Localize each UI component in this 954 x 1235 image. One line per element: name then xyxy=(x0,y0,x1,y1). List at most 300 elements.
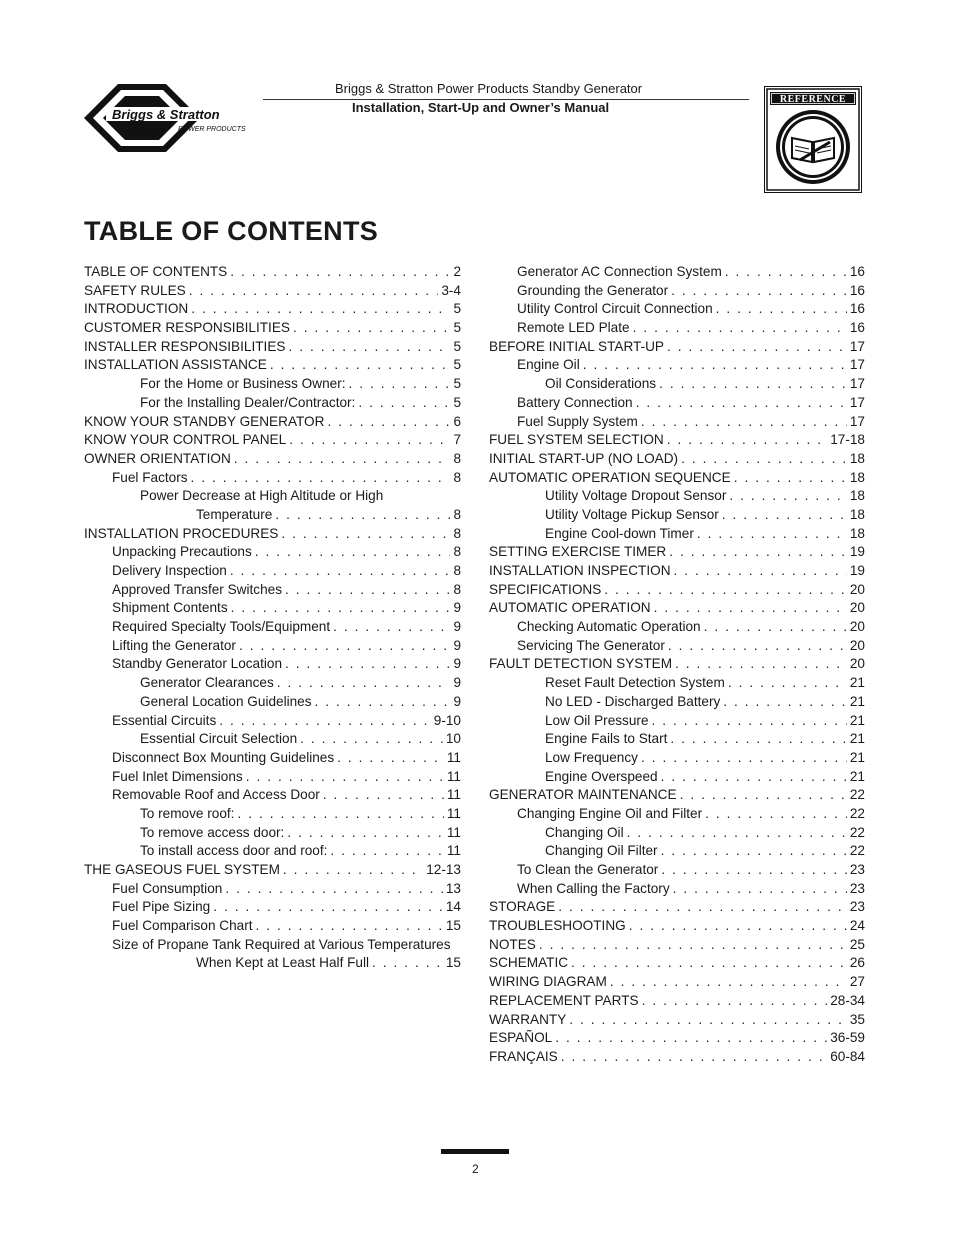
toc-entry-title: Delivery Inspection xyxy=(112,563,227,578)
toc-entry[interactable] xyxy=(84,769,461,788)
dot-leader xyxy=(189,283,439,298)
toc-entry-page: 20 xyxy=(849,581,865,597)
toc-entry[interactable] xyxy=(84,694,461,713)
dot-leader xyxy=(668,638,847,653)
toc-entry[interactable] xyxy=(489,283,865,302)
toc-entry[interactable] xyxy=(489,619,865,638)
toc-entry[interactable] xyxy=(489,1012,865,1031)
toc-entry-title: Utility Control Circuit Connection xyxy=(517,301,713,317)
toc-entry-page: 9 xyxy=(453,693,461,709)
toc-entry-title: Approved Transfer Switches xyxy=(112,581,283,597)
toc-entry-page: 21 xyxy=(849,731,865,747)
dot-leader xyxy=(680,787,847,802)
dot-leader xyxy=(219,713,431,728)
dot-leader xyxy=(728,675,847,690)
dot-leader xyxy=(561,1049,827,1064)
toc-entry[interactable] xyxy=(84,563,461,582)
toc-entry-title: SCHEMATIC xyxy=(489,955,569,971)
toc-entry-title: Battery Connection xyxy=(517,394,633,410)
dot-leader xyxy=(704,619,847,634)
toc-entry[interactable] xyxy=(84,806,461,825)
toc-entry-page: 36-59 xyxy=(830,1030,865,1046)
toc-entry-page: 8 xyxy=(453,563,461,578)
toc-entry-page: 26 xyxy=(849,955,865,971)
toc-entry-page: 21 xyxy=(849,675,865,691)
toc-entry-title: SETTING EXERCISE TIMER xyxy=(489,544,667,560)
dot-leader xyxy=(230,264,450,279)
dot-leader xyxy=(349,376,451,391)
toc-entry[interactable] xyxy=(489,806,865,825)
dot-leader xyxy=(669,544,847,559)
dot-leader xyxy=(358,395,450,410)
dot-leader xyxy=(652,713,847,728)
toc-entry[interactable] xyxy=(84,432,461,451)
toc-entry-title: Temperature xyxy=(196,506,273,522)
toc-entry[interactable] xyxy=(489,264,865,283)
toc-entry[interactable] xyxy=(489,974,865,993)
toc-entry-title: AUTOMATIC OPERATION SEQUENCE xyxy=(489,469,731,485)
toc-left-column xyxy=(84,264,461,974)
dot-leader xyxy=(225,881,443,896)
toc-entry[interactable] xyxy=(84,750,461,769)
dot-leader xyxy=(667,339,847,354)
toc-entry[interactable] xyxy=(84,638,461,657)
toc-entry-page: 17 xyxy=(849,338,865,354)
dot-leader xyxy=(287,825,444,840)
dot-leader xyxy=(674,563,847,578)
toc-entry[interactable] xyxy=(84,825,461,844)
toc-entry-page: 5 xyxy=(453,301,461,317)
dot-leader xyxy=(675,656,847,671)
toc-entry[interactable] xyxy=(489,656,865,675)
toc-entry[interactable] xyxy=(489,955,865,974)
toc-entry[interactable] xyxy=(489,918,865,937)
toc-entry-page: 12-13 xyxy=(426,862,461,877)
toc-entry-title: Engine Fails to Start xyxy=(545,731,668,747)
toc-entry[interactable] xyxy=(489,544,865,563)
toc-entry-title: Utility Voltage Dropout Sensor xyxy=(545,488,727,504)
toc-entry-title: When Calling the Factory xyxy=(517,880,670,896)
toc-entry-title: To remove access door: xyxy=(140,824,285,840)
toc-entry-page: 6 xyxy=(453,413,461,429)
toc-entry[interactable] xyxy=(84,731,461,750)
toc-entry-page: 17 xyxy=(849,394,865,410)
toc-entry[interactable] xyxy=(489,470,865,489)
toc-entry[interactable] xyxy=(84,339,461,358)
toc-entry-title: STORAGE xyxy=(489,899,556,915)
toc-entry-title: SPECIFICATIONS xyxy=(489,581,602,597)
dot-leader xyxy=(627,825,847,840)
toc-entry[interactable] xyxy=(489,713,865,732)
toc-entry-page: 11 xyxy=(446,749,461,765)
toc-entry[interactable] xyxy=(84,899,461,918)
dot-leader xyxy=(256,918,443,933)
toc-entry-page: 15 xyxy=(445,955,461,971)
toc-entry-title: Lifting the Generator xyxy=(112,637,236,653)
toc-entry[interactable] xyxy=(84,507,461,526)
toc-entry-page: 8 xyxy=(453,544,461,560)
dot-leader xyxy=(237,806,443,821)
toc-entry[interactable] xyxy=(489,339,865,358)
toc-entry-page: 17 xyxy=(849,357,865,373)
logo-brand-text: Briggs & Stratton xyxy=(112,107,220,122)
toc-entry[interactable] xyxy=(489,507,865,526)
toc-entry[interactable] xyxy=(84,937,461,956)
dot-leader xyxy=(725,264,847,279)
dot-leader xyxy=(285,656,450,671)
dot-leader xyxy=(641,414,847,429)
toc-entry[interactable] xyxy=(84,376,461,395)
reference-label: REFERENCE xyxy=(779,94,847,105)
toc-entry-page: 23 xyxy=(849,899,865,915)
toc-entry-title: FUEL SYSTEM SELECTION xyxy=(489,432,664,448)
toc-entry-page: 17 xyxy=(849,376,865,392)
toc-entry[interactable] xyxy=(489,750,865,769)
toc-entry-title: Remote LED Plate xyxy=(517,320,630,336)
dot-leader xyxy=(729,488,847,503)
dot-leader xyxy=(323,787,444,802)
toc-entry[interactable] xyxy=(489,731,865,750)
page-number: 2 xyxy=(472,1162,479,1176)
toc-entry-page: 11 xyxy=(446,843,461,859)
toc-entry[interactable] xyxy=(84,881,461,900)
toc-entry-title: General Location Guidelines xyxy=(140,693,312,709)
dot-leader xyxy=(539,937,847,952)
toc-entry[interactable] xyxy=(489,694,865,713)
toc-entry[interactable] xyxy=(84,544,461,563)
toc-entry[interactable] xyxy=(489,1030,865,1049)
toc-entry[interactable] xyxy=(489,563,865,582)
dot-leader xyxy=(293,320,450,335)
toc-entry-page: 7 xyxy=(453,432,461,448)
toc-entry[interactable] xyxy=(84,619,461,638)
toc-entry-title: BEFORE INITIAL START-UP xyxy=(489,338,664,354)
toc-entry-title: Utility Voltage Pickup Sensor xyxy=(545,506,719,522)
toc-entry[interactable] xyxy=(84,488,461,507)
toc-entry-page: 9 xyxy=(453,600,461,616)
dot-leader xyxy=(642,993,828,1008)
toc-entry-title: Required Specialty Tools/Equipment xyxy=(112,619,331,635)
toc-entry-page: 14 xyxy=(445,899,461,915)
toc-entry-title: Changing Oil xyxy=(545,824,624,840)
toc-entry[interactable] xyxy=(489,862,865,881)
toc-entry-page: 5 xyxy=(453,320,461,336)
toc-entry-page: 20 xyxy=(849,600,865,616)
dot-leader xyxy=(289,432,450,447)
dot-leader xyxy=(333,619,450,634)
dot-leader xyxy=(659,376,847,391)
toc-entry-title: CUSTOMER RESPONSIBILITIES xyxy=(84,320,290,336)
toc-entry-page: 5 xyxy=(453,394,461,410)
toc-entry-page: 8 xyxy=(453,469,461,485)
toc-entry-page: 8 xyxy=(453,506,461,522)
toc-entry-page: 25 xyxy=(849,936,865,952)
toc-entry-page: 21 xyxy=(849,768,865,784)
toc-entry-page: 22 xyxy=(849,824,865,840)
dot-leader xyxy=(555,1030,827,1045)
dot-leader xyxy=(330,843,443,858)
toc-entry-page: 10 xyxy=(445,731,461,747)
dot-leader xyxy=(300,731,443,746)
toc-entry[interactable] xyxy=(84,862,461,881)
toc-entry[interactable] xyxy=(84,787,461,806)
toc-entry[interactable] xyxy=(84,675,461,694)
dot-leader xyxy=(641,750,847,765)
toc-entry[interactable] xyxy=(489,357,865,376)
toc-entry-page: 28-34 xyxy=(830,992,865,1008)
toc-entry-title: For the Home or Business Owner: xyxy=(140,376,346,392)
dot-leader xyxy=(285,582,450,597)
toc-entry-page: 22 xyxy=(849,843,865,859)
toc-entry-page: 21 xyxy=(849,712,865,728)
dot-leader xyxy=(734,470,847,485)
dot-leader xyxy=(255,544,451,559)
toc-entry-title: Grounding the Generator xyxy=(517,282,669,298)
dot-leader xyxy=(654,600,847,615)
dot-leader xyxy=(230,563,451,578)
toc-entry[interactable] xyxy=(84,264,461,283)
toc-entry-title: No LED - Discharged Battery xyxy=(545,693,721,709)
toc-right-column xyxy=(489,264,865,1068)
toc-entry-title: WIRING DIAGRAM xyxy=(489,974,607,990)
toc-entry-title: For the Installing Dealer/Contractor: xyxy=(140,394,356,410)
toc-entry[interactable] xyxy=(84,283,461,302)
toc-entry[interactable] xyxy=(84,357,461,376)
toc-entry-page: 20 xyxy=(849,637,865,653)
toc-entry-page: 13 xyxy=(445,880,461,896)
toc-entry-title: TABLE OF CONTENTS xyxy=(84,264,228,279)
toc-entry-title: Engine Cool-down Timer xyxy=(545,525,694,541)
toc-entry-page: 9 xyxy=(453,637,461,653)
dot-leader xyxy=(629,918,847,933)
toc-entry[interactable] xyxy=(489,675,865,694)
dot-leader xyxy=(281,526,450,541)
manual-subtitle: Briggs & Stratton Power Products Standby Generator xyxy=(335,81,643,96)
toc-entry[interactable] xyxy=(84,414,461,433)
toc-entry[interactable] xyxy=(489,432,865,451)
toc-entry-page: 11 xyxy=(446,768,461,784)
toc-entry-page: 15 xyxy=(445,918,461,934)
toc-entry[interactable] xyxy=(84,451,461,470)
dot-leader xyxy=(239,638,451,653)
toc-entry-page: 16 xyxy=(849,264,865,279)
toc-entry[interactable] xyxy=(489,526,865,545)
dot-leader xyxy=(610,974,847,989)
toc-entry[interactable] xyxy=(84,582,461,601)
toc-entry-title: THE GASEOUS FUEL SYSTEM xyxy=(84,862,280,877)
toc-entry-title: Fuel Consumption xyxy=(112,880,223,896)
toc-entry-title: Unpacking Precautions xyxy=(112,544,252,560)
toc-entry-title: FRANÇAIS xyxy=(489,1048,558,1064)
toc-entry-title: AUTOMATIC OPERATION xyxy=(489,600,651,616)
reference-book-icon xyxy=(764,86,862,193)
dot-leader xyxy=(667,432,827,447)
toc-entry-title: Reset Fault Detection System xyxy=(545,675,725,691)
toc-entry-page: 18 xyxy=(849,450,865,466)
toc-entry[interactable] xyxy=(489,937,865,956)
toc-entry[interactable] xyxy=(489,376,865,395)
dot-leader xyxy=(283,862,423,877)
toc-entry-title: INITIAL START-UP (NO LOAD) xyxy=(489,450,679,466)
toc-entry-page: 2 xyxy=(453,264,461,279)
toc-entry-title: Fuel Supply System xyxy=(517,413,638,429)
toc-entry[interactable] xyxy=(84,656,461,675)
toc-entry[interactable] xyxy=(489,395,865,414)
toc-entry-title: Checking Automatic Operation xyxy=(517,619,701,635)
toc-entry-page: 11 xyxy=(446,787,461,803)
toc-entry-title: Engine Overspeed xyxy=(545,768,658,784)
toc-entry-title: When Kept at Least Half Full xyxy=(196,955,370,971)
dot-leader xyxy=(277,675,451,690)
toc-entry[interactable] xyxy=(489,993,865,1012)
dot-leader xyxy=(569,1012,847,1027)
toc-entry[interactable] xyxy=(84,470,461,489)
toc-entry[interactable] xyxy=(489,488,865,507)
toc-entry[interactable] xyxy=(489,1049,865,1068)
toc-entry[interactable] xyxy=(84,918,461,937)
toc-entry-page: 27 xyxy=(849,974,865,990)
toc-entry[interactable] xyxy=(84,526,461,545)
toc-entry[interactable] xyxy=(489,825,865,844)
dot-leader xyxy=(231,600,451,615)
toc-entry-title: INSTALLATION ASSISTANCE xyxy=(84,357,267,373)
dot-leader xyxy=(246,769,444,784)
toc-entry[interactable] xyxy=(489,301,865,320)
toc-entry-title: SAFETY RULES xyxy=(84,282,186,298)
toc-entry-title: Power Decrease at High Altitude or High xyxy=(140,488,384,504)
toc-entry-title: Essential Circuit Selection xyxy=(140,731,298,747)
toc-entry-page: 9-10 xyxy=(433,712,461,728)
dot-leader xyxy=(661,769,847,784)
toc-entry-title: GENERATOR MAINTENANCE xyxy=(489,787,677,803)
toc-entry-title: Changing Oil Filter xyxy=(545,843,658,859)
toc-entry[interactable] xyxy=(489,638,865,657)
toc-entry-title: To remove roof: xyxy=(140,805,235,821)
dot-leader xyxy=(372,955,443,970)
toc-entry-page: 19 xyxy=(849,563,865,578)
toc-entry-title: Shipment Contents xyxy=(112,600,228,616)
toc-entry[interactable] xyxy=(489,769,865,788)
toc-entry-title: Low Frequency xyxy=(545,749,638,765)
toc-entry-page: 18 xyxy=(849,525,865,541)
dot-leader xyxy=(571,955,847,970)
toc-entry-page: 9 xyxy=(453,675,461,691)
toc-entry-page: 22 xyxy=(849,787,865,803)
toc-entry-page: 23 xyxy=(849,862,865,877)
dot-leader xyxy=(213,899,443,914)
toc-entry[interactable] xyxy=(489,414,865,433)
toc-entry-page: 18 xyxy=(849,488,865,504)
toc-entry-title: Fuel Inlet Dimensions xyxy=(112,768,243,784)
toc-entry[interactable] xyxy=(489,843,865,862)
toc-entry-title: KNOW YOUR CONTROL PANEL xyxy=(84,432,287,448)
briggs-stratton-logo xyxy=(82,82,252,154)
toc-entry-title: Engine Oil xyxy=(517,357,580,373)
toc-entry-page: 16 xyxy=(849,301,865,317)
dot-leader xyxy=(636,395,847,410)
toc-entry-page: 17-18 xyxy=(830,432,865,448)
dot-leader xyxy=(670,731,846,746)
toc-entry[interactable] xyxy=(84,843,461,862)
dot-leader xyxy=(671,283,847,298)
dot-leader xyxy=(558,899,847,914)
toc-entry-title: Generator Clearances xyxy=(140,675,274,691)
toc-entry-page: 22 xyxy=(849,805,865,821)
toc-entry-title: Fuel Comparison Chart xyxy=(112,918,253,934)
toc-entry-page: 3-4 xyxy=(441,282,461,298)
toc-entry-page: 5 xyxy=(453,376,461,392)
dot-leader xyxy=(633,320,847,335)
toc-entry[interactable] xyxy=(489,600,865,619)
toc-entry-title: Disconnect Box Mounting Guidelines xyxy=(112,749,335,765)
toc-entry[interactable] xyxy=(84,713,461,732)
footer-rule xyxy=(441,1149,509,1154)
toc-entry-page: 11 xyxy=(446,824,461,840)
toc-entry-title: Oil Considerations xyxy=(545,376,657,392)
toc-entry-title: INTRODUCTION xyxy=(84,301,189,317)
toc-entry-page: 20 xyxy=(849,619,865,635)
dot-leader xyxy=(315,694,451,709)
toc-entry-title: FAULT DETECTION SYSTEM xyxy=(489,656,673,672)
toc-entry[interactable] xyxy=(489,787,865,806)
toc-entry[interactable] xyxy=(489,899,865,918)
toc-entry-page: 8 xyxy=(453,450,461,466)
page-title: TABLE OF CONTENTS xyxy=(84,216,379,246)
toc-entry-page: 8 xyxy=(453,525,461,541)
dot-leader xyxy=(723,694,847,709)
toc-entry-title: Changing Engine Oil and Filter xyxy=(517,805,703,821)
toc-entry[interactable] xyxy=(84,301,461,320)
toc-entry[interactable] xyxy=(489,451,865,470)
dot-leader xyxy=(705,806,847,821)
toc-entry-page: 9 xyxy=(453,619,461,635)
dot-leader xyxy=(697,526,847,541)
dot-leader xyxy=(275,507,450,522)
toc-entry[interactable] xyxy=(489,582,865,601)
toc-entry-page: 24 xyxy=(849,918,865,934)
toc-entry-page: 35 xyxy=(849,1011,865,1027)
dot-leader xyxy=(288,339,450,354)
toc-entry-page: 60-84 xyxy=(830,1048,865,1064)
dot-leader xyxy=(722,507,847,522)
toc-entry-title: INSTALLER RESPONSIBILITIES xyxy=(84,338,286,354)
toc-entry[interactable] xyxy=(489,881,865,900)
dot-leader xyxy=(661,843,847,858)
toc-entry-title: To install access door and roof: xyxy=(140,843,328,859)
dot-leader xyxy=(583,357,847,372)
toc-entry[interactable] xyxy=(489,320,865,339)
toc-entry[interactable] xyxy=(84,600,461,619)
toc-entry[interactable] xyxy=(84,320,461,339)
toc-entry-title: Size of Propane Tank Required at Various Temperatures xyxy=(112,936,451,952)
toc-entry-title: TROUBLESHOOTING xyxy=(489,918,626,934)
toc-entry-page: 16 xyxy=(849,320,865,336)
toc-entry[interactable] xyxy=(84,955,461,974)
toc-entry-title: Generator AC Connection System xyxy=(517,264,722,279)
dot-leader xyxy=(191,470,451,485)
toc-entry-page: 18 xyxy=(849,469,865,485)
toc-entry-page: 8 xyxy=(453,581,461,597)
logo-division-text: POWER PRODUCTS xyxy=(178,126,246,133)
toc-entry-page: 23 xyxy=(849,880,865,896)
toc-entry[interactable] xyxy=(84,395,461,414)
toc-entry-title: REPLACEMENT PARTS xyxy=(489,992,639,1008)
toc-entry-title: Removable Roof and Access Door xyxy=(112,787,320,803)
toc-entry-page: 11 xyxy=(446,805,461,821)
toc-entry-title: Essential Circuits xyxy=(112,712,217,728)
toc-entry-page: 21 xyxy=(849,749,865,765)
toc-entry-page: 16 xyxy=(849,282,865,298)
